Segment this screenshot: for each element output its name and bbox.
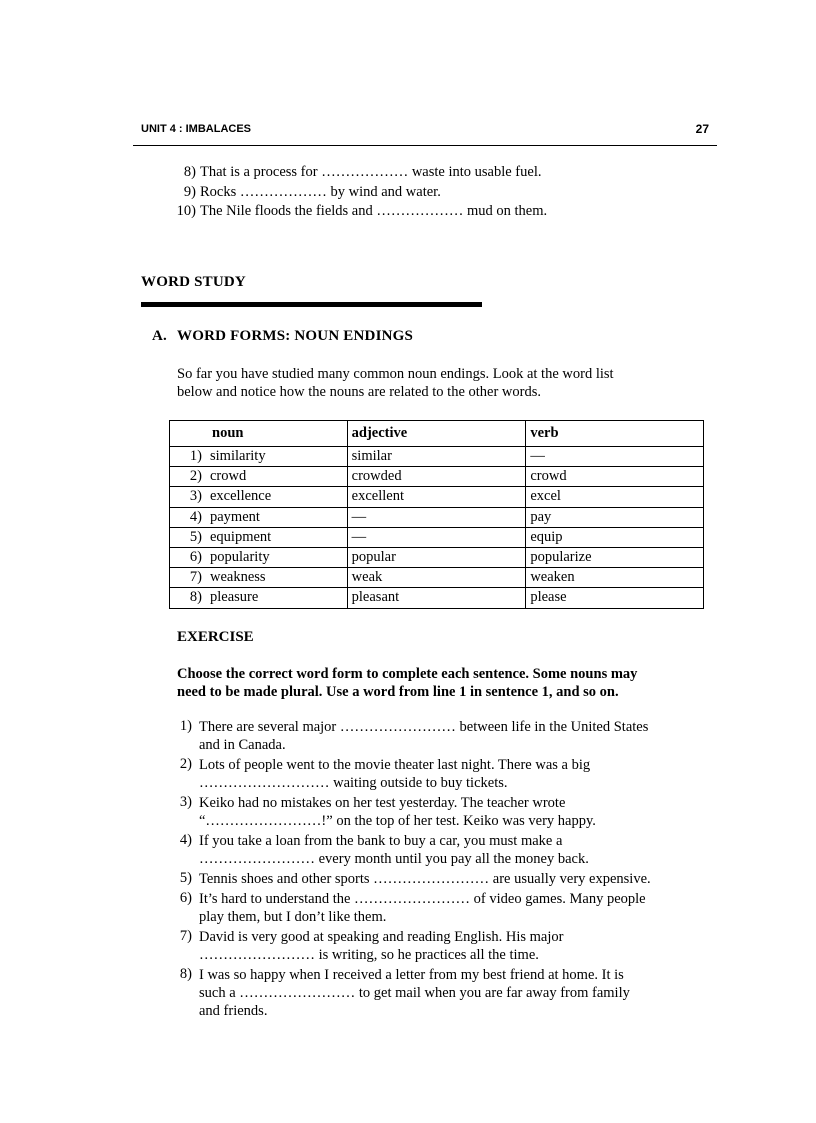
column-header-noun: noun bbox=[170, 421, 348, 447]
table-header-row bbox=[170, 421, 704, 447]
item-text: Rocks ……………… by wind and water. bbox=[200, 183, 441, 200]
row-number: 5) bbox=[189, 528, 202, 545]
instruction-line: Choose the correct word form to complete each sentence. Some nouns may bbox=[177, 666, 638, 682]
item-number: 7) bbox=[179, 928, 192, 944]
table-row bbox=[170, 467, 704, 487]
column-header-adjective: adjective bbox=[347, 421, 526, 447]
list-item bbox=[160, 183, 547, 203]
exercise-item bbox=[160, 928, 720, 964]
item-line: David is very good at speaking and reading English. His major bbox=[199, 929, 564, 945]
section-title: WORD STUDY bbox=[141, 274, 246, 290]
noun-value: payment bbox=[210, 508, 260, 525]
table-row bbox=[170, 507, 704, 527]
page-header bbox=[141, 122, 713, 142]
noun-value: crowd bbox=[210, 468, 247, 485]
row-number: 1) bbox=[189, 448, 202, 465]
instruction-line: need to be made plural. Use a word from line 1 in sentence 1, and so on. bbox=[177, 684, 619, 700]
item-line: Keiko had no mistakes on her test yesterday. The teacher wrote bbox=[199, 795, 566, 811]
noun-value: excellence bbox=[210, 488, 272, 505]
verb-cell: crowd bbox=[526, 467, 704, 487]
exercise-title: EXERCISE bbox=[177, 629, 254, 645]
exercise-item bbox=[160, 756, 720, 792]
exercise-list bbox=[160, 718, 720, 1022]
row-number: 4) bbox=[189, 508, 202, 525]
unit-title: UNIT 4 : IMBALACES bbox=[141, 123, 251, 135]
carryover-list bbox=[160, 163, 547, 222]
intro-paragraph bbox=[177, 365, 697, 401]
row-number: 6) bbox=[189, 549, 202, 566]
noun-cell bbox=[170, 588, 348, 608]
noun-cell bbox=[170, 547, 348, 567]
item-line: and friends. bbox=[199, 1003, 268, 1019]
item-line: It’s hard to understand the …………………… of video games. Many people bbox=[199, 891, 646, 907]
exercise-item bbox=[160, 966, 720, 1020]
noun-cell bbox=[170, 487, 348, 507]
item-line: Lots of people went to the movie theater last night. There was a big bbox=[199, 757, 591, 773]
item-number: 8) bbox=[183, 164, 196, 180]
exercise-item bbox=[160, 870, 720, 888]
adjective-cell: pleasant bbox=[347, 588, 526, 608]
adjective-cell: — bbox=[347, 527, 526, 547]
noun-value: popularity bbox=[210, 549, 270, 566]
intro-line: So far you have studied many common noun endings. Look at the word list bbox=[177, 366, 614, 382]
item-line: I was so happy when I received a letter from my best friend at home. It is bbox=[199, 967, 624, 983]
verb-cell: pay bbox=[526, 507, 704, 527]
verb-cell: — bbox=[526, 447, 704, 467]
noun-value: similarity bbox=[210, 448, 266, 465]
item-line: play them, but I don’t like them. bbox=[199, 909, 387, 925]
item-line: Tennis shoes and other sports …………………… are usually very expensive. bbox=[199, 871, 651, 887]
exercise-item bbox=[160, 718, 720, 754]
noun-cell bbox=[170, 527, 348, 547]
verb-cell: please bbox=[526, 588, 704, 608]
item-number: 3) bbox=[179, 794, 192, 810]
adjective-cell: popular bbox=[347, 547, 526, 567]
page-number: 27 bbox=[695, 122, 709, 136]
table-row bbox=[170, 487, 704, 507]
adjective-cell: — bbox=[347, 507, 526, 527]
adjective-cell: weak bbox=[347, 568, 526, 588]
verb-cell: excel bbox=[526, 487, 704, 507]
noun-cell bbox=[170, 467, 348, 487]
section-divider bbox=[141, 302, 482, 307]
row-number: 2) bbox=[189, 468, 202, 485]
list-item bbox=[160, 163, 547, 183]
adjective-cell: similar bbox=[347, 447, 526, 467]
table-row bbox=[170, 588, 704, 608]
item-text: The Nile floods the fields and ……………… mud on them. bbox=[200, 203, 548, 219]
item-number: 8) bbox=[179, 966, 192, 982]
intro-line: below and notice how the nouns are related to the other words. bbox=[177, 384, 542, 400]
table-row bbox=[170, 447, 704, 467]
adjective-cell: crowded bbox=[347, 467, 526, 487]
adjective-cell: excellent bbox=[347, 487, 526, 507]
word-forms-table bbox=[169, 420, 704, 609]
item-line: and in Canada. bbox=[199, 737, 286, 753]
noun-cell bbox=[170, 507, 348, 527]
item-number: 1) bbox=[179, 718, 192, 734]
exercise-instructions bbox=[177, 665, 707, 701]
row-number: 8) bbox=[189, 589, 202, 606]
subsection-title: WORD FORMS: NOUN ENDINGS bbox=[177, 328, 414, 344]
verb-cell: weaken bbox=[526, 568, 704, 588]
item-number: 10) bbox=[176, 203, 196, 219]
verb-cell: equip bbox=[526, 527, 704, 547]
item-line: …………………… is writing, so he practices all the time. bbox=[199, 947, 539, 963]
noun-cell bbox=[170, 568, 348, 588]
verb-cell: popularize bbox=[526, 547, 704, 567]
item-number: 5) bbox=[179, 870, 192, 886]
exercise-item bbox=[160, 832, 720, 868]
subsection-heading bbox=[152, 328, 413, 345]
table-row bbox=[170, 568, 704, 588]
noun-value: equipment bbox=[210, 528, 272, 545]
item-line: “……………………!” on the top of her test. Keiko was very happy. bbox=[199, 813, 596, 829]
item-number: 6) bbox=[179, 890, 192, 906]
noun-value: weakness bbox=[210, 569, 266, 586]
item-text: That is a process for ……………… waste into usable fuel. bbox=[200, 164, 542, 180]
list-item bbox=[160, 202, 547, 222]
item-line: There are several major …………………… between life in the United States bbox=[199, 719, 649, 735]
table-row bbox=[170, 527, 704, 547]
header-divider bbox=[133, 145, 717, 146]
item-number: 4) bbox=[179, 832, 192, 848]
item-line: …………………… every month until you pay all the money back. bbox=[199, 851, 589, 867]
item-number: 2) bbox=[179, 756, 192, 772]
item-line: such a …………………… to get mail when you are far away from family bbox=[199, 985, 630, 1001]
item-line: ……………………… waiting outside to buy tickets. bbox=[199, 775, 508, 791]
noun-value: pleasure bbox=[210, 589, 259, 606]
item-line: If you take a loan from the bank to buy a car, you must make a bbox=[199, 833, 563, 849]
exercise-item bbox=[160, 890, 720, 926]
column-header-verb: verb bbox=[526, 421, 704, 447]
row-number: 7) bbox=[189, 569, 202, 586]
table-row bbox=[170, 547, 704, 567]
item-number: 9) bbox=[183, 183, 196, 200]
exercise-item bbox=[160, 794, 720, 830]
noun-cell bbox=[170, 447, 348, 467]
subsection-letter: A. bbox=[152, 328, 167, 344]
row-number: 3) bbox=[189, 488, 202, 505]
